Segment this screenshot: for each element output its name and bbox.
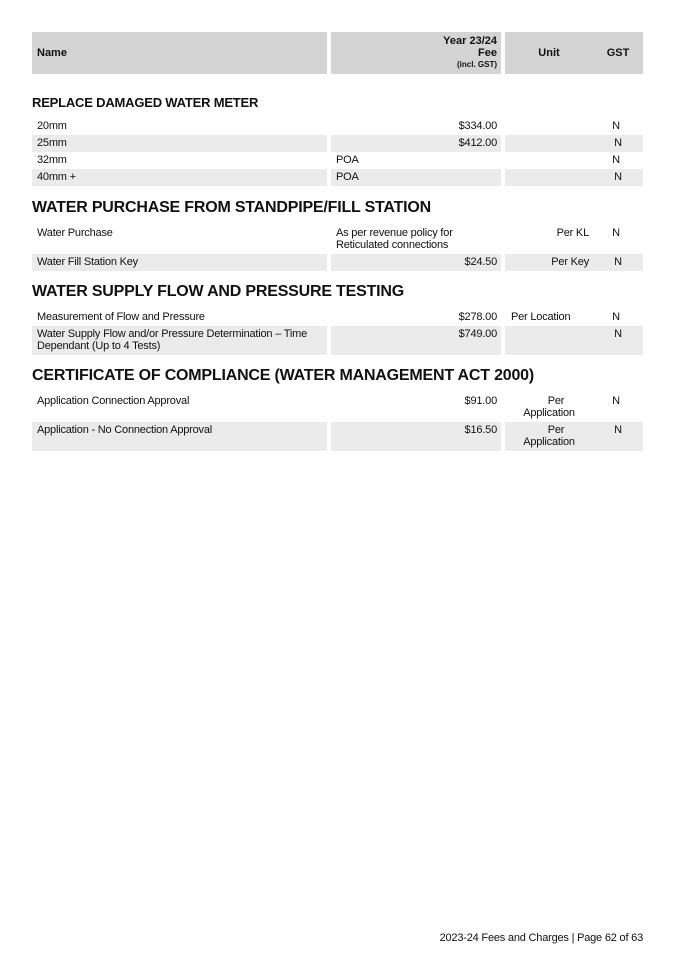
header-fee-year: Year 23/24: [443, 35, 497, 47]
section-title-meter: REPLACE DAMAGED WATER METER: [32, 95, 259, 110]
table-header: [32, 32, 643, 74]
table-flow: [32, 309, 643, 355]
section-title-standpipe: WATER PURCHASE FROM STANDPIPE/FILL STATION: [32, 199, 432, 216]
section-title-flow: WATER SUPPLY FLOW AND PRESSURE TESTING: [32, 283, 404, 300]
row-unit: [505, 169, 593, 186]
row-name: 32mm: [37, 154, 67, 166]
row-name: [32, 326, 327, 355]
header-fee-gst-note: (incl. GST): [457, 60, 497, 69]
row-gst: N: [593, 169, 643, 186]
row-name: 40mm +: [32, 169, 327, 186]
row-fee: $16.50: [331, 422, 501, 451]
row-unit: Per Key: [505, 254, 593, 271]
row-name: Water Fill Station Key: [32, 254, 327, 271]
table-row: [32, 135, 643, 152]
row-fee: $24.50: [331, 254, 501, 271]
row-gst: N: [593, 326, 643, 355]
table-row: [32, 118, 643, 135]
row-unit: [505, 326, 593, 355]
row-gst: N: [612, 227, 620, 239]
table-row: [32, 309, 643, 326]
row-name-line: Dependant (Up to 4 Tests): [37, 340, 161, 352]
row-unit: [505, 135, 593, 152]
row-gst: N: [612, 120, 620, 132]
row-name: Measurement of Flow and Pressure: [37, 311, 205, 323]
row-name: 20mm: [37, 120, 67, 132]
row-fee: POA: [331, 169, 501, 186]
table-row: [32, 169, 643, 186]
table-row: [32, 225, 643, 254]
header-fee-label: Fee: [478, 47, 497, 59]
row-gst: N: [593, 422, 643, 451]
row-unit-line: Per: [547, 424, 565, 436]
row-name: Application - No Connection Approval: [32, 422, 327, 451]
row-unit: Per Location: [511, 311, 571, 323]
header-fee: [331, 32, 501, 74]
row-unit-line: Per: [547, 395, 565, 407]
header-name: Name: [32, 32, 327, 74]
table-row: [32, 152, 643, 169]
row-unit: [505, 393, 593, 422]
row-name: Water Purchase: [37, 227, 113, 239]
table-compliance: [32, 393, 643, 451]
page-footer: 2023-24 Fees and Charges | Page 62 of 63: [439, 932, 643, 944]
row-gst: N: [612, 395, 620, 407]
row-fee: $278.00: [458, 311, 497, 323]
row-gst: N: [612, 311, 620, 323]
row-unit-line: Application: [523, 436, 575, 448]
row-unit: [505, 152, 593, 169]
row-name: Application Connection Approval: [37, 395, 190, 407]
row-unit: [505, 118, 593, 135]
table-standpipe: [32, 225, 643, 271]
row-fee: POA: [336, 154, 359, 166]
row-unit-line: Application: [523, 407, 575, 419]
row-fee: $334.00: [458, 120, 497, 132]
row-gst: N: [612, 154, 620, 166]
row-unit: Per KL: [556, 227, 589, 239]
row-gst: N: [593, 254, 643, 271]
row-name: 25mm: [32, 135, 327, 152]
row-fee: [331, 225, 501, 254]
row-unit: [505, 422, 593, 451]
table-row: [32, 326, 643, 355]
row-fee: $91.00: [464, 395, 497, 407]
row-gst: N: [593, 135, 643, 152]
row-name-line: Water Supply Flow and/or Pressure Determination – Time: [37, 328, 308, 340]
header-gst: GST: [593, 32, 643, 74]
table-row: [32, 393, 643, 422]
row-fee-line: As per revenue policy for: [336, 227, 453, 239]
row-fee: $749.00: [331, 326, 501, 355]
table-row: [32, 254, 643, 271]
section-title-compliance: CERTIFICATE OF COMPLIANCE (WATER MANAGEMENT ACT 2000): [32, 367, 534, 384]
row-fee: $412.00: [331, 135, 501, 152]
table-row: [32, 422, 643, 451]
table-meter: [32, 118, 643, 186]
row-fee-line: Reticulated connections: [336, 239, 449, 251]
header-unit: Unit: [505, 32, 593, 74]
